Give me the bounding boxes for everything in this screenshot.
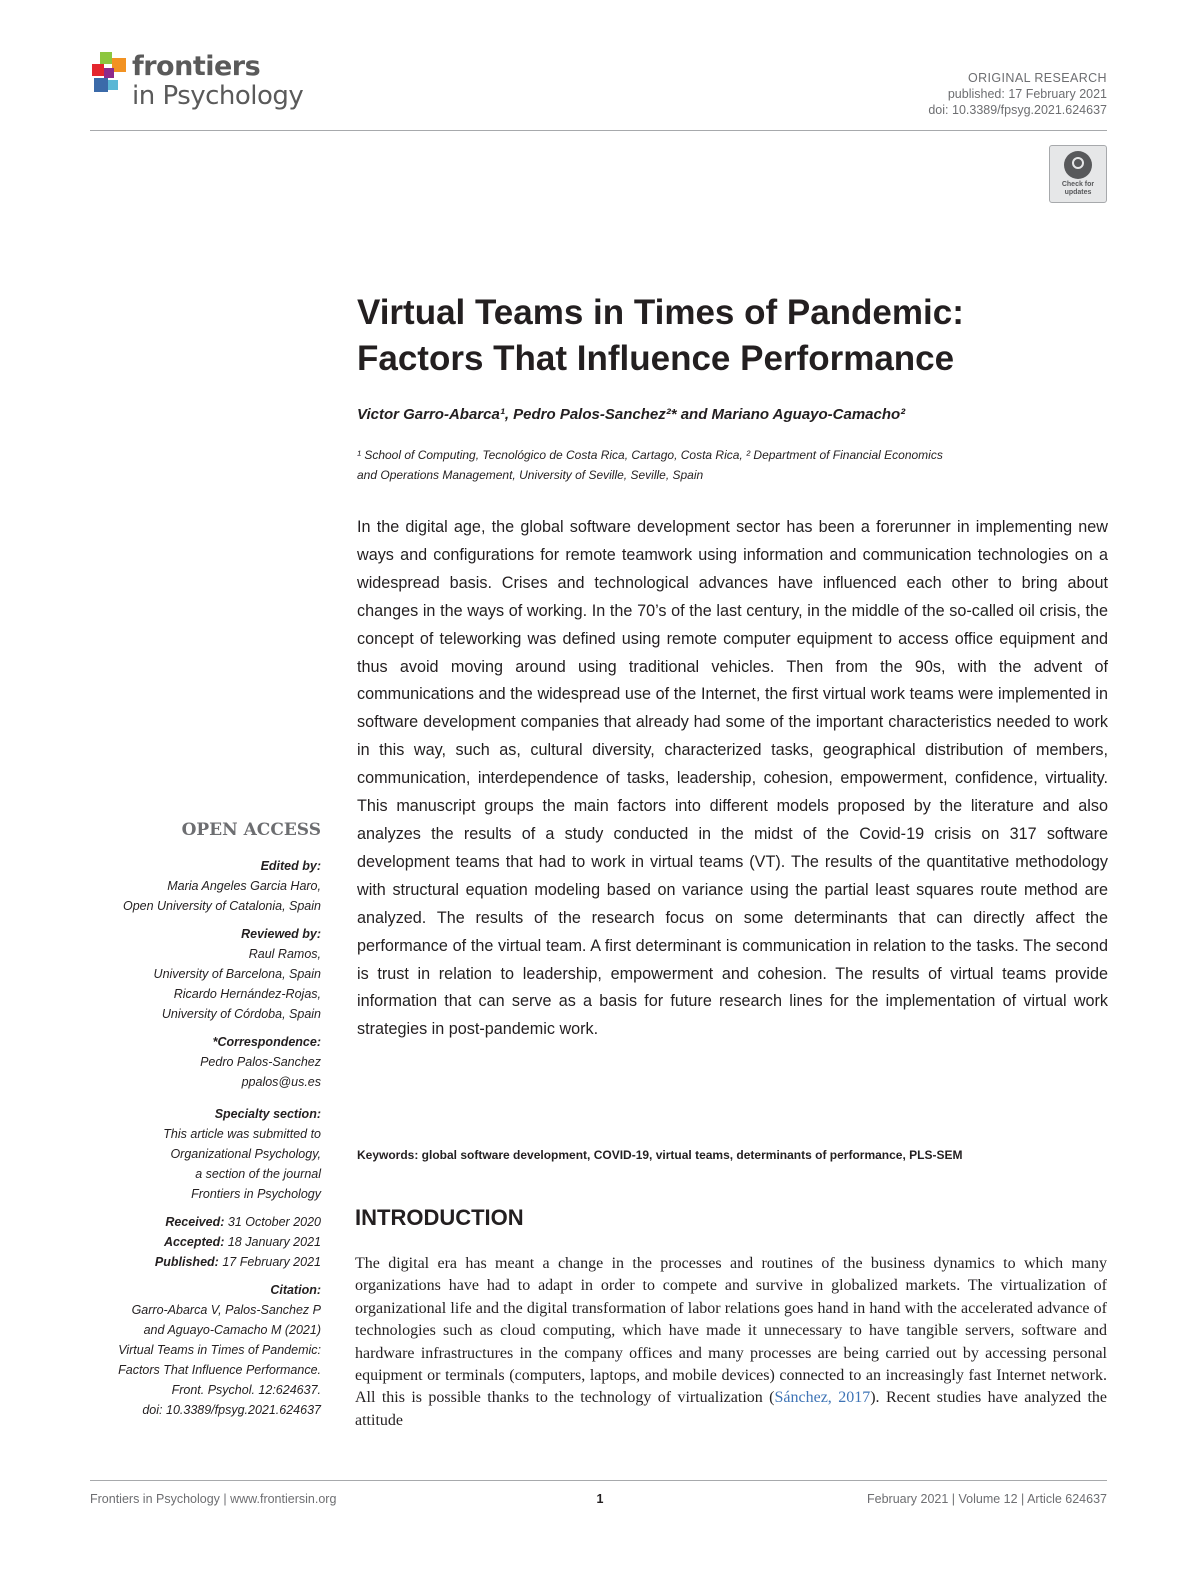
affiliation-line-1: ¹ School of Computing, Tecnológico de Costa Rica, Cartago, Costa Rica, ² Department of Financial Economics xyxy=(357,448,943,462)
abstract: In the digital age, the global software development sector has been a forerunner in implementing new ways and configurations for remote teamwork using information and communication technologies on a widespread basis. Crises and technological advances have influenced each other to bring about changes in the ways of working. In the 70’s of the last century, in the middle of the so-called oil crisis, the concept of teleworking was defined using remote computer equipment to access office equipment and thus avoid moving around using traditional vehicles. Then from the 90s, with the advent of communications and the widespread use of the Internet, the first virtual work teams were implemented in software development companies that already had some of the important characteristics needed to work in this way, such as, cultural diversity, characterized tasks, geographical distribution of members, communication, interdependence of tasks, leadership, cohesion, empowerment, confidence, virtuality. This manuscript groups the main factors into different models proposed by the literature and also analyzes the results of a study conducted in the midst of the Covid-19 crisis on 317 software development teams that had to work in virtual teams (VT). The results of the quantitative methodology with structural equation modeling based on variance using the partial least squares route method are analyzed. The results of the research focus on some determinants that can directly affect the performance of the virtual team. A first determinant is communication in relation to the tasks. The second is trust in relation to leadership, empowerment and cohesion. The results of virtual teams provide information that can serve as a basis for future research lines for the implementation of virtual work strategies in post-pandemic work. xyxy=(357,518,1108,1039)
footer-divider xyxy=(90,1480,1107,1481)
citation-text: Factors That Influence Performance. xyxy=(118,1363,321,1377)
frontiers-logo-icon xyxy=(90,52,130,98)
title-line-2: Factors That Influence Performance xyxy=(357,339,955,378)
article-meta xyxy=(928,70,1107,118)
citation-text: Garro-Abarca V, Palos-Sanchez P xyxy=(131,1303,321,1317)
editor-name: Maria Angeles Garcia Haro, xyxy=(167,879,321,893)
accepted-date: 18 January 2021 xyxy=(227,1235,321,1249)
published-date: 17 February 2021 xyxy=(222,1255,321,1269)
reviewer-affiliation: University of Córdoba, Spain xyxy=(161,1007,321,1021)
citation-label: Citation: xyxy=(270,1283,321,1297)
footer-issue-info: February 2021 | Volume 12 | Article 624637 xyxy=(867,1492,1107,1506)
affiliation-line-2: and Operations Management, University of Seville, Seville, Spain xyxy=(357,468,704,482)
logo-text-journal: in Psychology xyxy=(132,81,304,111)
accepted-date-row xyxy=(90,1232,321,1252)
affiliations xyxy=(357,445,1057,485)
keywords: Keywords: global software development, COVID-19, virtual teams, determinants of performance, PLS-SEM xyxy=(357,1148,963,1162)
reviewed-by-label: Reviewed by: xyxy=(241,927,321,941)
published-label: Published: xyxy=(154,1255,219,1269)
crossmark-icon xyxy=(1064,151,1092,179)
author-list: Victor Garro-Abarca¹, Pedro Palos-Sanchez²* and Mariano Aguayo-Camacho² xyxy=(357,406,906,423)
correspondence-email[interactable]: ppalos@us.es xyxy=(241,1075,321,1089)
reviewer-name: Ricardo Hernández-Rojas, xyxy=(173,987,321,1001)
editor-affiliation: Open University of Catalonia, Spain xyxy=(122,899,321,913)
accepted-label: Accepted: xyxy=(163,1235,225,1249)
correspondence-name: Pedro Palos-Sanchez xyxy=(200,1055,321,1069)
article-doi[interactable]: doi: 10.3389/fpsyg.2021.624637 xyxy=(928,103,1107,117)
published-date: published: 17 February 2021 xyxy=(947,87,1107,101)
article-title xyxy=(357,290,1117,382)
published-date-row xyxy=(90,1252,321,1272)
specialty-text: a section of the journal xyxy=(195,1167,321,1181)
citation-text: Virtual Teams in Times of Pandemic: xyxy=(118,1343,321,1357)
specialty-text: Organizational Psychology, xyxy=(170,1147,321,1161)
crossmark-label: Check for updates xyxy=(1061,181,1095,196)
citation-link[interactable]: Sánchez, 2017 xyxy=(774,1389,871,1407)
journal-logo xyxy=(90,50,320,125)
title-line-1: Virtual Teams in Times of Pandemic: xyxy=(357,293,964,332)
section-heading: INTRODUCTION xyxy=(355,1205,524,1230)
received-date-row xyxy=(90,1212,321,1232)
specialty-text: This article was submitted to xyxy=(163,1127,321,1141)
intro-text: The digital era has meant a change in the processes and routines of the business dynamics to which many organizations have had to adapt in order to compete and survive in globalized markets. The virtualization of organizational life and the digital transformation of labor relations goes hand in hand with the accelerated advance of technologies such as cloud computing, which have made it unnecessary to have tangible servers, software and hardware infrastructures in the company offices and many processes are being carried out by accessing personal equipment or terminals (computers, laptops, and mobile devices) connected to an increasingly fast Internet network. All this is possible thanks to the technology of virtualization ( xyxy=(355,1255,1107,1407)
footer-journal-link[interactable]: Frontiers in Psychology | www.frontiersin.org xyxy=(90,1492,337,1506)
citation-text: and Aguayo-Camacho M (2021) xyxy=(143,1323,321,1337)
reviewer-affiliation: University of Barcelona, Spain xyxy=(153,967,321,981)
introduction-paragraph xyxy=(355,1253,1107,1432)
page-number: 1 xyxy=(596,1492,604,1506)
edited-by-label: Edited by: xyxy=(260,859,321,873)
logo-text-frontiers: frontiers xyxy=(132,51,261,82)
article-type: ORIGINAL RESEARCH xyxy=(967,71,1107,85)
received-label: Received: xyxy=(165,1215,225,1229)
article-info-sidebar xyxy=(90,818,321,1420)
citation-doi[interactable]: doi: 10.3389/fpsyg.2021.624637 xyxy=(142,1403,321,1417)
citation-text: Front. Psychol. 12:624637. xyxy=(171,1383,321,1397)
intro-text-continued: ). Recent studies have analyzed the attitude xyxy=(355,1389,1108,1429)
received-date: 31 October 2020 xyxy=(227,1215,321,1229)
check-for-updates-badge[interactable] xyxy=(1049,145,1107,203)
correspondence-label: *Correspondence: xyxy=(212,1035,321,1049)
header-divider xyxy=(90,130,1107,131)
specialty-text: Frontiers in Psychology xyxy=(191,1187,321,1201)
open-access-label: OPEN ACCESS xyxy=(181,820,321,840)
reviewer-name: Raul Ramos, xyxy=(248,947,321,961)
specialty-section-label: Specialty section: xyxy=(214,1107,321,1121)
